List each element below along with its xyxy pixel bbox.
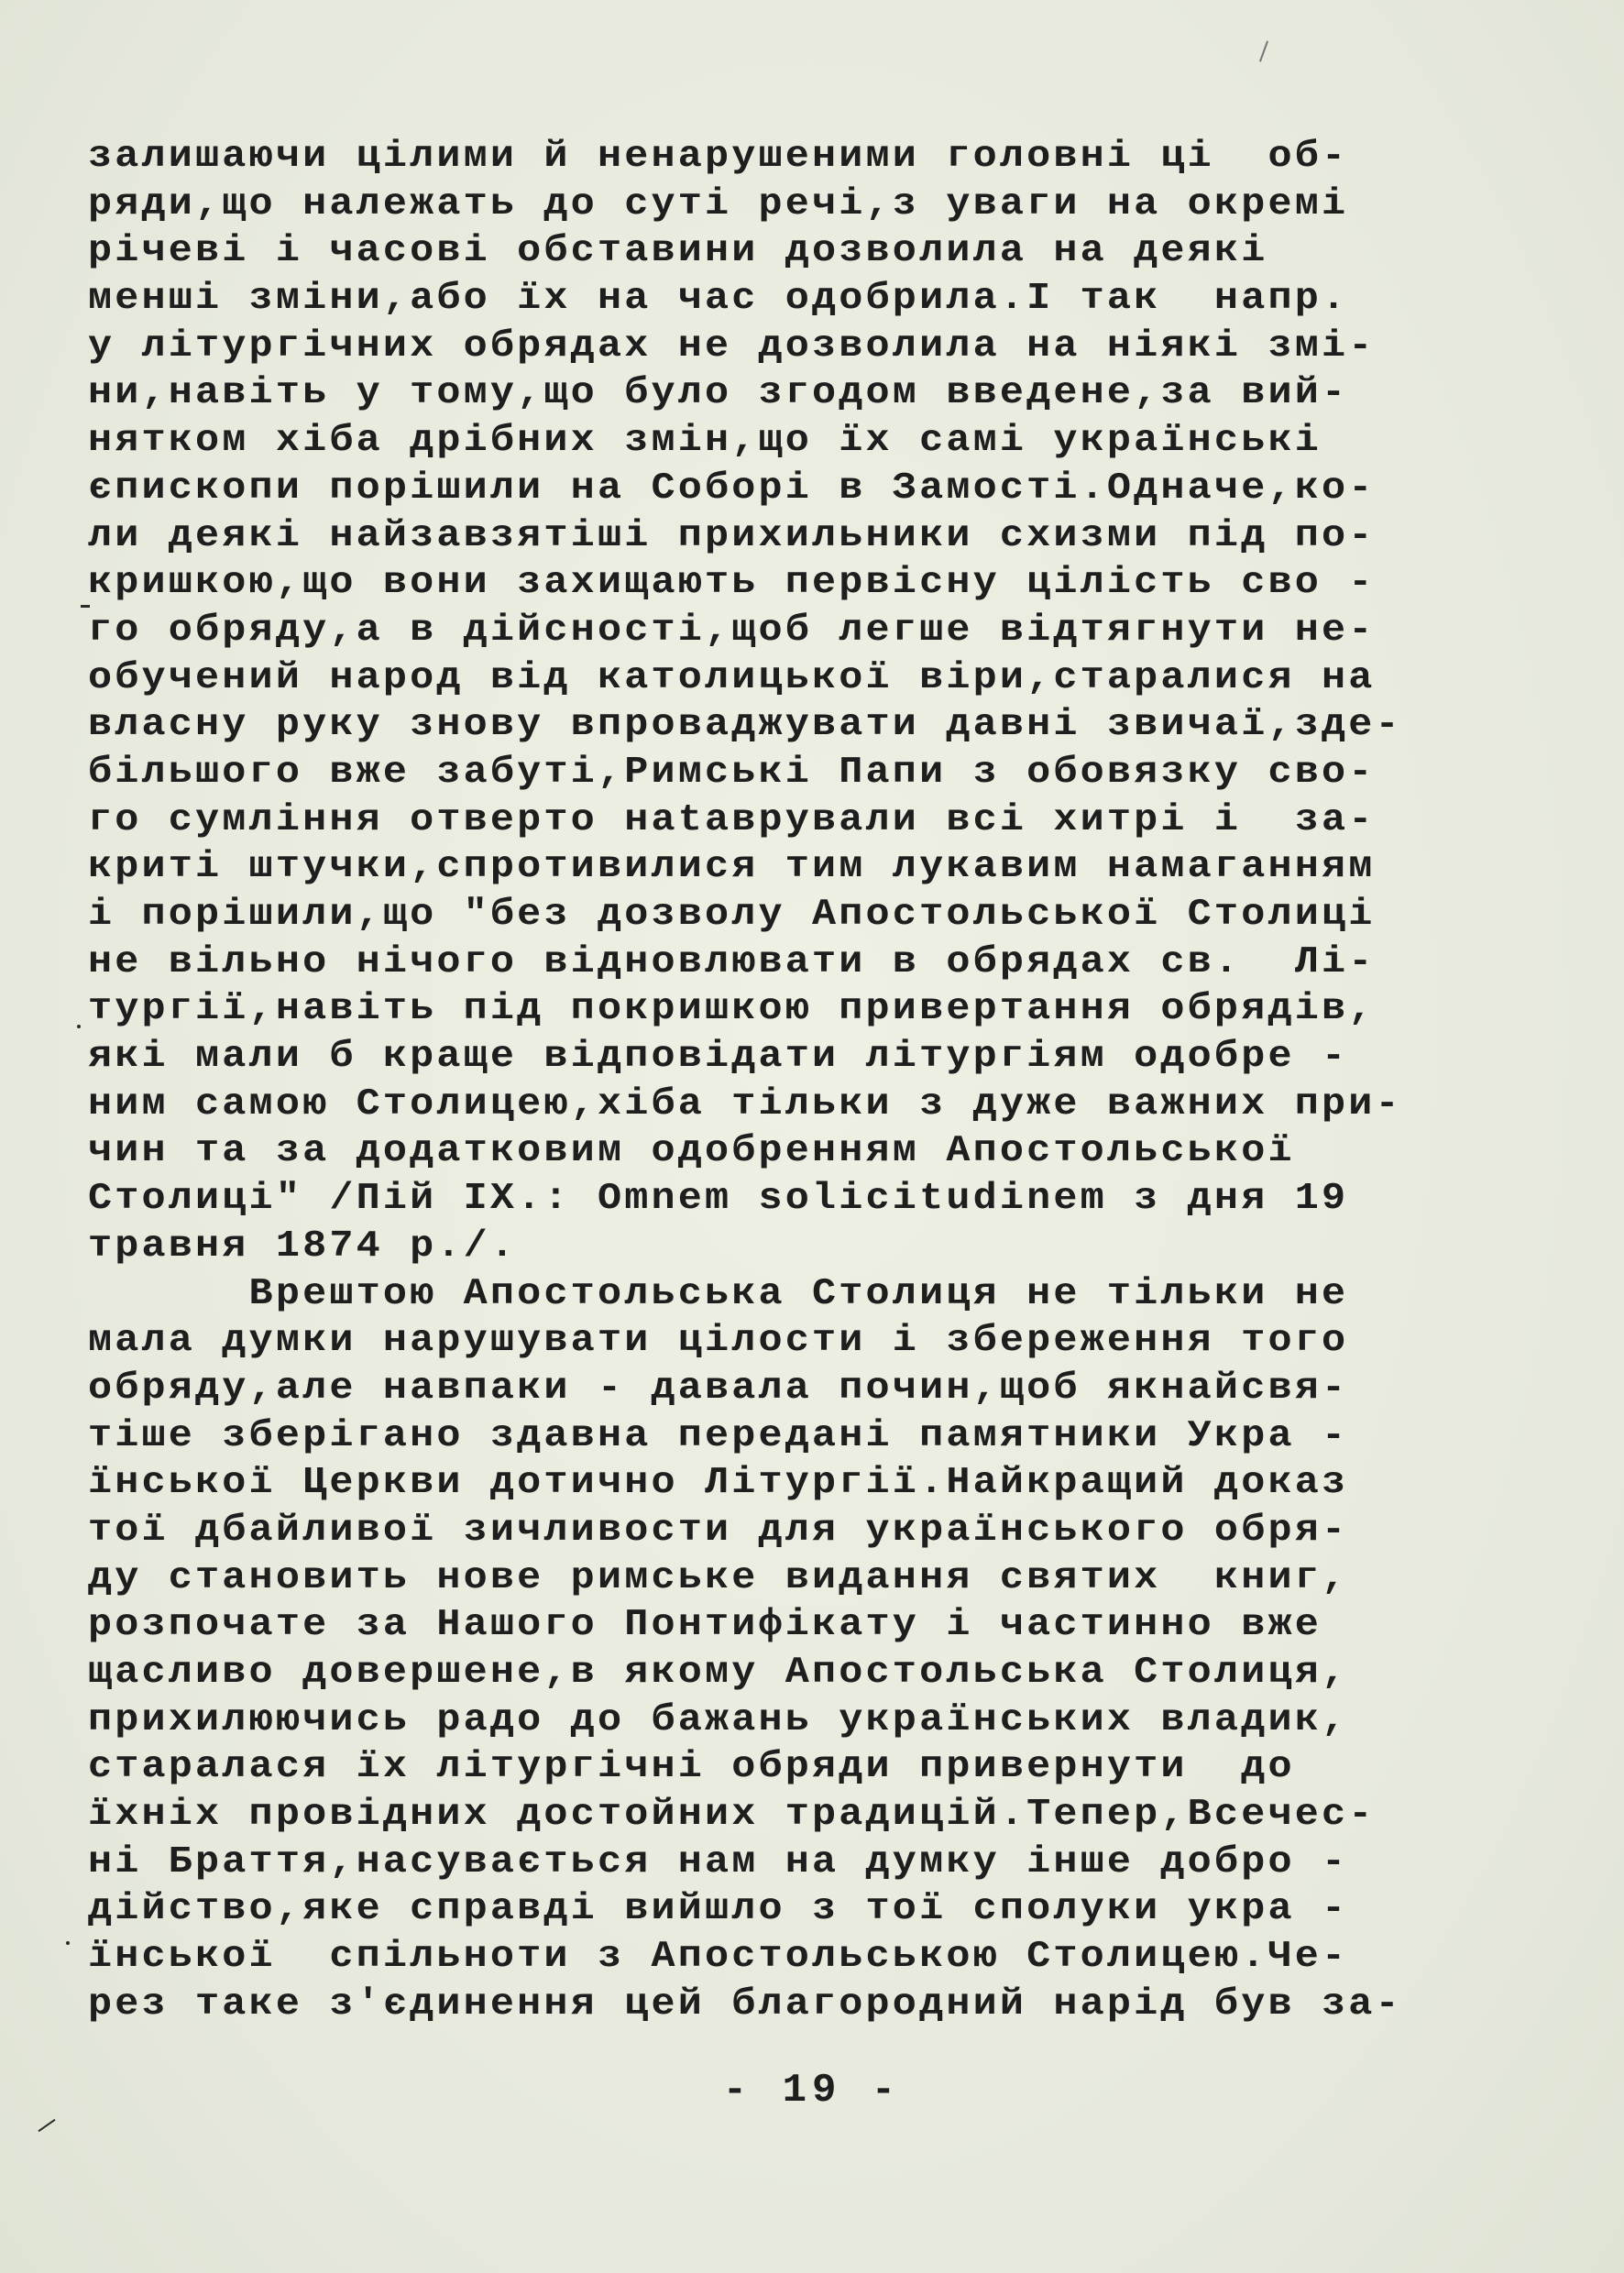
margin-mark	[66, 1941, 70, 1945]
text-line: го обряду,а в дійсності,щоб легше відтягнути не-	[88, 609, 1376, 652]
body-text	[88, 134, 1573, 2029]
text-line: обучений народ від католицької віри,старалися на	[88, 656, 1376, 699]
text-line: травня 1874 р./.	[88, 1224, 518, 1268]
margin-mark	[77, 1025, 81, 1028]
text-line: рез таке з'єдинення цей благородний нарід був за-	[88, 1982, 1402, 2026]
text-line: розпочате за Нашого Понтифікату і частинно вже	[88, 1604, 1322, 1647]
text-line: єпископи порішили на Соборі в Замості.Одначе,ко-	[88, 467, 1376, 510]
text-line: не вільно нічого відновлювати в обрядах св. Лі-	[88, 940, 1376, 983]
text-line: у літургічних обрядах не дозволила на ніякі змі-	[88, 324, 1376, 368]
margin-mark	[81, 605, 90, 608]
text-line: ни,навіть у тому,що було згодом введене,за вий-	[88, 372, 1349, 415]
text-line: власну руку знову впроваджувати давні звичаї,зде-	[88, 704, 1402, 747]
text-line: ні Браття,насувається нам на думку інше добро -	[88, 1840, 1349, 1883]
text-line: ду становить нове римське видання святих книг,	[88, 1556, 1349, 1599]
text-line: старалася їх літургічні обряди привернути до	[88, 1746, 1295, 1789]
text-line: ряди,що належать до суті речі,з уваги на окремі	[88, 182, 1349, 225]
text-line: щасливо довершене,в якому Апостольська Столиця,	[88, 1652, 1349, 1694]
text-line: чин та за додатковим одобренням Апостольської	[88, 1130, 1295, 1173]
text-line: мала думки нарушувати цілости і збереження того	[88, 1320, 1349, 1363]
text-line: які мали б краще відповідати літургіям одобре -	[88, 1036, 1349, 1079]
text-line: залишаючи цілими й ненарушеними головні ці об-	[88, 136, 1349, 178]
text-line: їнської спільноти з Апостольською Столицею.Че-	[88, 1936, 1349, 1979]
text-line: Столиці" /Пій IX.: Omnem solicitudinem з дня 19	[88, 1178, 1349, 1221]
text-line: і порішили,що "без дозволу Апостольської Столиці	[88, 894, 1376, 936]
text-line: тіше зберігано здавна передані памятники Укра -	[88, 1414, 1349, 1457]
text-line: прихилюючись радо до бажань українських владик,	[88, 1698, 1349, 1741]
text-line: ли деякі найзавзятіші прихильники схизми під по-	[88, 514, 1376, 557]
text-line: їнської Церкви дотично Літургії.Найкращий доказ	[88, 1462, 1349, 1505]
text-line: криті штучки,спротивилися тим лукавим намаганням	[88, 846, 1376, 889]
text-line: тої дбайливої зичливости для українського обря-	[88, 1509, 1349, 1552]
page-number: - 19 -	[722, 2068, 902, 2114]
text-line: менші зміни,або їх на час одобрила.І так напр.	[88, 278, 1349, 321]
text-line: їхніх провідних достойних традицій.Тепер,Всечес-	[88, 1794, 1376, 1837]
text-line: кришкою,що вони захищають первісну цілість сво -	[88, 562, 1376, 605]
margin-mark	[1259, 40, 1268, 61]
margin-mark	[38, 2119, 55, 2132]
paragraph-start-line: Врештою Апостольська Столиця не тільки не	[88, 1272, 1349, 1315]
text-line: ним самою Столицею,хіба тільки з дуже важних при-	[88, 1082, 1402, 1126]
text-line: тургії,навіть під покришкою привертання обрядів,	[88, 988, 1376, 1031]
text-line: обряду,але навпаки - давала почин,щоб якнайсвя-	[88, 1367, 1349, 1410]
text-line: го сумління отверто наtаврували всі хитрі і за-	[88, 798, 1376, 841]
text-line: дійство,яке справді вийшло з тої сполуки укра -	[88, 1888, 1349, 1931]
text-line: більшого вже забуті,Римські Папи з обовязку сво-	[88, 751, 1376, 794]
text-line: нятком хіба дрібних змін,що їх самі українські	[88, 420, 1322, 463]
text-line: річеві і часові обставини дозволила на деякі	[88, 230, 1268, 273]
